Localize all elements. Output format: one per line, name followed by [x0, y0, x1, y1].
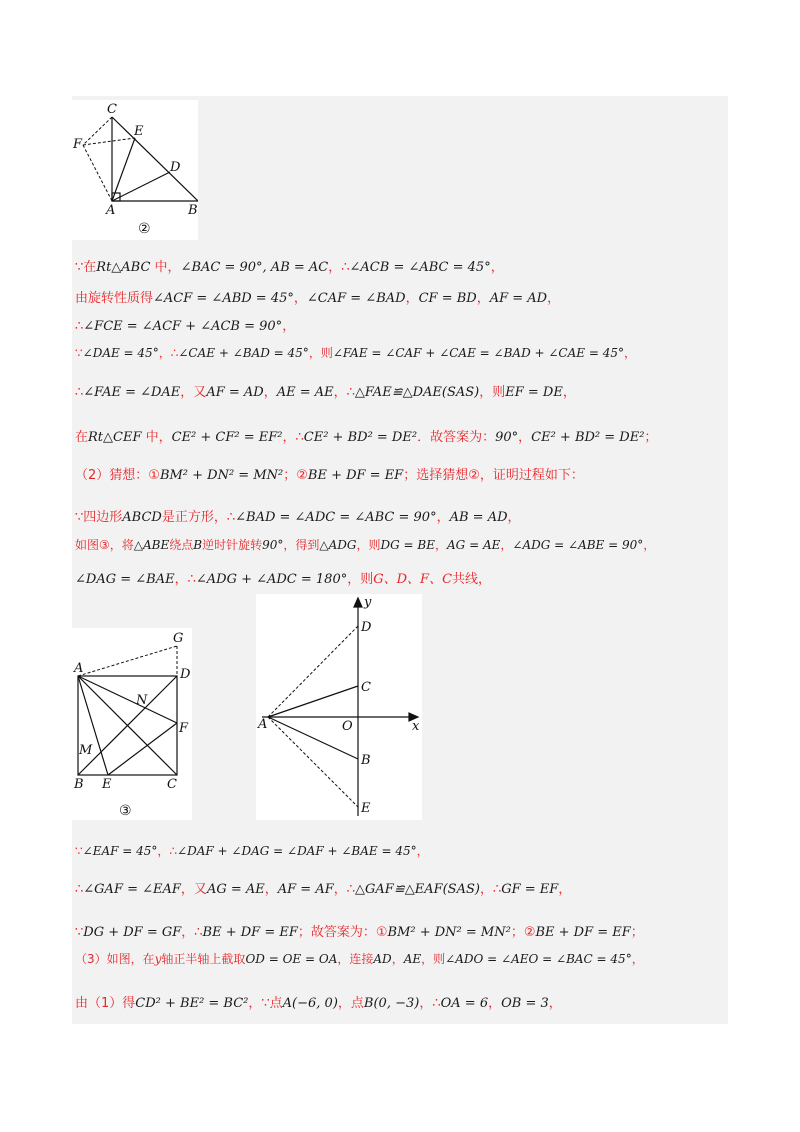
label-f: F [179, 721, 189, 736]
math: ∠ADG = ∠ABE = 90° [512, 538, 644, 552]
text: ， [405, 291, 419, 306]
text: ，则 [356, 538, 381, 552]
text: ，∴ [282, 430, 304, 445]
label-d: D [180, 667, 191, 682]
text: ，∴ [333, 882, 356, 897]
label-e: E [361, 801, 371, 816]
label-y: y [364, 595, 372, 610]
text: ，∴ [419, 996, 441, 1011]
text: 在 [75, 430, 89, 445]
math: ∠ACF = ∠ABD = 45° [153, 291, 294, 306]
solution-line-5 [75, 381, 576, 400]
text: ； [644, 430, 658, 445]
math: CE² + BD² = DE² [303, 430, 418, 445]
math: △GAF≌△EAF(SAS) [355, 882, 480, 897]
math: AB = AD [449, 510, 508, 525]
text: ， [624, 346, 637, 360]
label-e: E [102, 777, 112, 792]
solution-line-13 [75, 921, 644, 940]
math: B [193, 538, 203, 552]
text: ，连接 [337, 952, 374, 966]
math: ∠DAE = 45° [82, 346, 159, 360]
math: ∠GAF = ∠EAF [83, 882, 181, 897]
text: ，则 [421, 952, 446, 966]
text: ， [264, 882, 278, 897]
text: ， [391, 952, 404, 966]
text: ，则 [347, 572, 374, 587]
math: ∠ACB = ∠ABC = 45° [349, 260, 491, 275]
text: ，又 [180, 385, 207, 400]
math: ABCD [122, 510, 162, 525]
text: 如图③，将 [75, 538, 134, 552]
label-e: E [134, 124, 144, 139]
math: B(0, −3) [363, 996, 420, 1011]
math: ∠ADG + ∠ADC = 180° [195, 572, 348, 587]
label-g: G [173, 631, 184, 646]
text: ，∴ [479, 882, 502, 897]
label-c: C [107, 102, 117, 117]
label-c: C [167, 777, 177, 792]
solution-line-9 [75, 536, 655, 553]
segment-ac [268, 686, 358, 717]
label-c: C [361, 680, 371, 695]
label-o: O [342, 719, 353, 734]
text: ， [436, 510, 450, 525]
text: ，∴ [181, 925, 203, 940]
figure-3-caption: ③ [119, 803, 132, 819]
text: ∵ [75, 844, 83, 858]
text: 中， [141, 430, 172, 445]
text: ．故答案为： [417, 430, 496, 445]
math: AF = AF [277, 882, 334, 897]
text: ；选择猜想②，证明过程如下： [403, 468, 584, 483]
math: ∠EAF = 45° [82, 844, 158, 858]
text: ， [488, 996, 502, 1011]
figure-2-diagram [72, 100, 198, 240]
text: ，则 [479, 385, 506, 400]
figure-2-caption: ② [138, 221, 151, 237]
text: （2）猜想：① [75, 468, 160, 483]
text: ； [630, 925, 644, 940]
math: ∠DAF + ∠DAG = ∠DAF + ∠BAE = 45° [177, 844, 417, 858]
label-m: M [79, 743, 93, 758]
solution-line-2 [75, 287, 560, 306]
text: 共线， [452, 572, 492, 587]
math: BE + DF = EF [535, 925, 631, 940]
segment-fa [83, 145, 112, 201]
label-a: A [106, 203, 116, 218]
figure-2 [72, 100, 198, 240]
figure-3 [72, 628, 192, 820]
math: Rt△CEF [88, 430, 142, 445]
math: 90° [495, 430, 519, 445]
math: 90° [262, 538, 284, 552]
text: 由旋转性质得 [75, 291, 154, 306]
text: ，又 [180, 882, 207, 897]
y-axis-arrow [354, 598, 362, 607]
math: y [154, 952, 162, 966]
text: ， [547, 291, 561, 306]
solution-line-7 [75, 464, 584, 483]
math: DG = BE [380, 538, 435, 552]
math: BE + DF = EF [307, 468, 404, 483]
solution-line-10 [75, 568, 491, 587]
text: ∵在 [75, 260, 97, 275]
math: △FAE≌△DAE(SAS) [354, 385, 480, 400]
math: OA = 6 [440, 996, 489, 1011]
solution-line-6 [75, 426, 657, 445]
text: （3）如图，在 [75, 952, 155, 966]
text: 是正方形，∴ [161, 510, 236, 525]
label-a: A [258, 717, 268, 732]
math: ∠CAE + ∠BAD = 45° [178, 346, 309, 360]
text: ，点 [337, 996, 364, 1011]
text: 逆时针旋转 [202, 538, 263, 552]
text: ∵ [75, 925, 84, 940]
label-d: D [361, 620, 372, 635]
text: ， [631, 952, 644, 966]
math: AF = AD [206, 385, 264, 400]
math: A(−6, 0) [282, 996, 338, 1011]
text: ∵四边形 [75, 510, 123, 525]
math: ∠FCE = ∠ACF + ∠ACB = 90° [83, 319, 283, 334]
text: 轴正半轴上截取 [161, 952, 246, 966]
math: GF = EF [501, 882, 559, 897]
math: BM² + DN² = MN² [387, 925, 511, 940]
math: OD = OE = OA [245, 952, 338, 966]
figure-3-diagram [72, 628, 192, 820]
text: ；故答案为：① [297, 925, 388, 940]
text: ， [490, 260, 504, 275]
label-b: B [74, 777, 84, 792]
math: OB = 3 [501, 996, 549, 1011]
solution-line-15 [75, 992, 562, 1011]
math: ∠DAG = ∠BAE [75, 572, 175, 587]
math: ∠FAE = ∠DAE [83, 385, 181, 400]
text: ，∴ [158, 346, 179, 360]
label-b: B [188, 203, 198, 218]
math: G、D、F、C [373, 572, 453, 587]
text: ∵ [75, 346, 83, 360]
text: ， [562, 385, 576, 400]
math: △ABE [133, 538, 170, 552]
solution-line-1 [75, 256, 504, 275]
text: ， [416, 844, 429, 858]
math: CE² + BD² = DE² [531, 430, 645, 445]
math: Rt△ABC [96, 260, 151, 275]
segment-ag [78, 646, 177, 676]
axis-figure [256, 594, 422, 820]
math: ∠ADO = ∠AEO = ∠BAC = 45° [445, 952, 632, 966]
text: ， [293, 291, 307, 306]
math: BM² + DN² = MN² [159, 468, 284, 483]
text: ，∴ [333, 385, 355, 400]
text: ， [435, 538, 448, 552]
math: BE + DF = EF [202, 925, 298, 940]
solution-line-4 [75, 344, 636, 361]
text: ∴ [75, 385, 84, 400]
text: 中， [150, 260, 181, 275]
text: 绕点 [169, 538, 194, 552]
math: ∠BAD = ∠ADC = ∠ABC = 90° [235, 510, 437, 525]
text: ， [643, 538, 656, 552]
math: AE [403, 952, 422, 966]
solution-line-3 [75, 315, 295, 334]
math: DG + DF = GF [83, 925, 182, 940]
solution-line-8 [75, 506, 521, 525]
text: ∴ [75, 882, 84, 897]
text: ， [558, 882, 572, 897]
label-b: B [361, 753, 371, 768]
math: △ADG [319, 538, 357, 552]
text: ；② [510, 925, 536, 940]
solution-line-12 [75, 878, 571, 897]
math: CD² + BE² = BC² [135, 996, 249, 1011]
math: AD [373, 952, 392, 966]
text: ；② [283, 468, 308, 483]
label-n: N [136, 693, 148, 708]
math: ∠FAE = ∠CAF + ∠CAE = ∠BAD + ∠CAE = 45° [332, 346, 624, 360]
segment-fe [83, 138, 135, 145]
label-a: A [74, 661, 84, 676]
math: CE² + CF² = EF² [171, 430, 283, 445]
segment-cb [112, 117, 198, 201]
text: ， [507, 510, 521, 525]
label-f: F [73, 137, 83, 152]
text: ，∴ [174, 572, 196, 587]
solution-line-14 [75, 950, 644, 967]
text: ， [518, 430, 532, 445]
math: ∠CAF = ∠BAD [306, 291, 406, 306]
text: ，得到 [283, 538, 320, 552]
text: ， [282, 319, 296, 334]
label-d: D [170, 160, 181, 175]
text: ，∵点 [248, 996, 283, 1011]
math: CF = BD [418, 291, 477, 306]
math: AE = AE [276, 385, 334, 400]
text: ， [263, 385, 277, 400]
text: ，则 [308, 346, 333, 360]
segment-af [78, 676, 177, 723]
segment-cf [83, 117, 112, 145]
segment-ef [108, 723, 177, 775]
math: AF = AD [489, 291, 548, 306]
text: ，∴ [328, 260, 350, 275]
label-x: x [412, 719, 420, 734]
solution-line-11 [75, 842, 429, 859]
text: ， [548, 996, 562, 1011]
segment-ad [268, 626, 358, 717]
text: ∴ [75, 319, 84, 334]
text: ，∴ [157, 844, 178, 858]
math: AG = AE [447, 538, 501, 552]
math: ∠BAC = 90°, AB = AC [180, 260, 329, 275]
text: 由（1）得 [75, 996, 136, 1011]
axis-diagram [256, 594, 422, 820]
text: ， [500, 538, 513, 552]
math: AG = AE [206, 882, 265, 897]
math: EF = DE [505, 385, 563, 400]
text: ， [476, 291, 490, 306]
